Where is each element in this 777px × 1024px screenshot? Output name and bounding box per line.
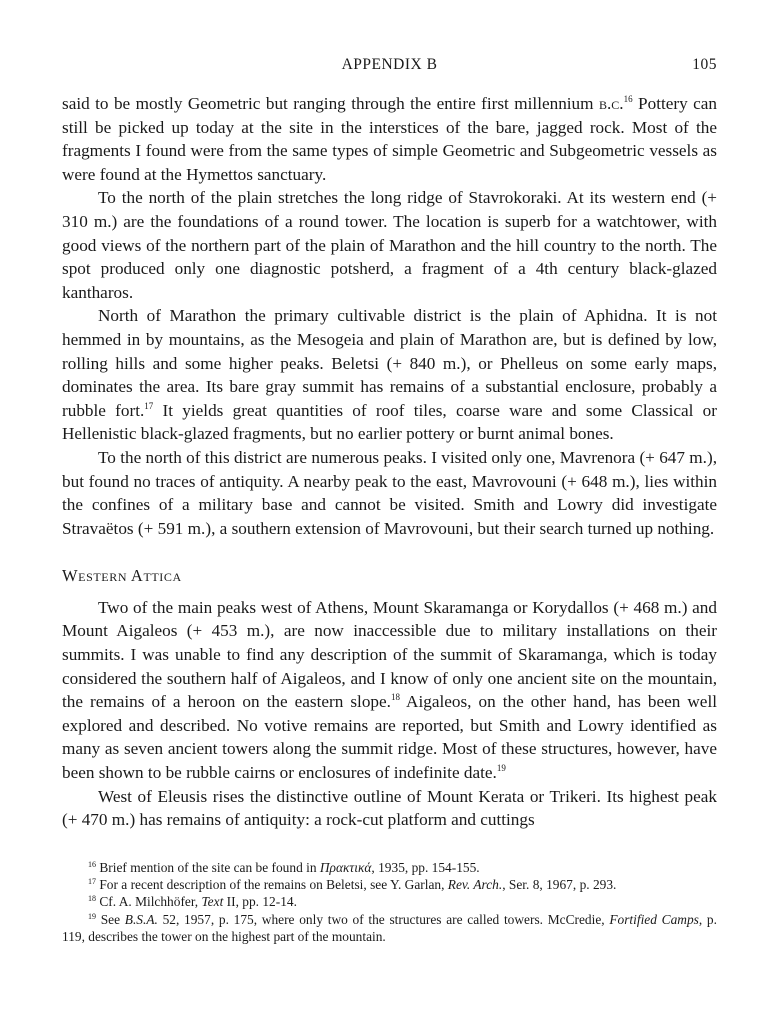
running-head <box>62 56 717 78</box>
footnote-number: 16 <box>88 860 96 869</box>
footnote-ref-17: 17 <box>144 400 154 411</box>
paragraph-4: To the north of this district are numerous peaks. I visited only one, Mavrenora (+ 647 m.), but found no traces of antiquity. A nearby peak to the east, Mavrovouni (+ 648 m.), lies within the confines of a military base and cannot be visited. Smith and Lowry did investigate Stravaëtos (+ 591 m.), a southern extension of Mavrovouni, but their search turned up nothing. <box>62 447 717 538</box>
paragraph-5-text: Two of the main peaks west of Athens, Mount Skaramanga or Korydallos (+ 468 m.) and Mount Aigaleos (+ 453 m.), are now inaccessible due to military installations on their summits. I was unable to find any description of the summit of Skaramanga, which is today considered the southern half of Aigaleos, and I know of only one ancient site on the mountain, the remains of a heroon on the eastern slope. <box>62 597 717 712</box>
paragraph-6: West of Eleusis rises the distinctive outline of Mount Kerata or Trikeri. Its highest peak (+ 470 m.) has remains of antiquity: a rock-cut platform and cuttings <box>62 786 717 830</box>
page-number: 105 <box>692 56 717 73</box>
paragraph-1-continued: Pottery can still be picked up today at the site in the interstices of the bare, jagged rock. Most of the fragments I found were from the same types of simple Geometric and Subgeometric vessels as were found at the Hymettos sanctuary. <box>62 94 717 184</box>
footnote-italic-text: B.S.A. <box>124 911 158 927</box>
footnote-ref-19: 19 <box>496 763 506 774</box>
footnotes <box>62 859 717 945</box>
footnote-text: II, pp. 12-14. <box>223 894 297 910</box>
paragraph-3 <box>62 304 717 446</box>
footnote-text: , Ser. 8, 1967, p. 293. <box>502 877 617 893</box>
footnote-ref-16: 16 <box>623 94 633 104</box>
body-text <box>62 92 717 832</box>
paragraph-5-continued: Aigaleos, on the other hand, has been well explored and described. No votive remains are reported, but Smith and Lowry identified as many as seven ancient towers along the summit ridge. Most of these structures, however, have been shown to be rubble cairns or enclosures of indefinite date. <box>62 692 717 783</box>
footnote-16 <box>62 859 717 876</box>
footnote-text: Cf. A. Milchhöfer, <box>99 894 202 910</box>
footnote-italic-text: Πρακτικά <box>319 860 372 875</box>
footnote-text: For a recent description of the remains on Beletsi, see Y. Garlan, <box>99 877 448 893</box>
paragraph-1 <box>62 92 717 186</box>
footnote-number: 19 <box>88 911 96 921</box>
footnote-text: , p. 119, describes the tower on the highest part of the mountain. <box>62 911 717 944</box>
section-heading: Western Attica <box>62 566 182 586</box>
paragraph-2: To the north of the plain stretches the long ridge of Stavrokoraki. At its western end (+ 310 m.) are the foundations of a round tower. The location is superb for a watchtower, with good views of the northern part of the plain of Marathon and the hill country to the north. The spot produced only one diagnostic potsherd, a fragment of a 4th century black-glazed kantharos. <box>62 188 717 302</box>
footnote-text: 52, 1957, p. 175, where only two of the structures are called towers. McCredie, <box>157 911 610 927</box>
footnote-text: See <box>100 911 125 927</box>
footnote-18 <box>62 893 717 910</box>
footnote-17 <box>62 876 717 893</box>
footnote-text: Brief mention of the site can be found in <box>99 860 320 875</box>
running-title: APPENDIX B <box>341 56 438 73</box>
footnote-italic-text: Text <box>201 894 224 910</box>
footnote-ref-18: 18 <box>390 692 400 703</box>
footnote-number: 18 <box>88 894 96 904</box>
footnote-number: 17 <box>88 877 96 887</box>
footnote-text: , 1935, pp. 154-155. <box>371 860 480 875</box>
footnote-19 <box>62 911 717 945</box>
footnote-italic-text: Fortified Camps <box>609 911 699 927</box>
paragraph-3-continued: It yields great quantities of roof tiles, coarse ware and some Classical or Hellenistic black-glazed fragments, but no earlier pottery or burnt animal bones. <box>62 400 717 444</box>
paragraph-3-text: North of Marathon the primary cultivable district is the plain of Aphidna. It is not hemmed in by mountains, as the Mesogeia and plain of Marathon are, but is defined by low, rolling hills and some higher peaks. Beletsi (+ 840 m.), or Phelleus on some early maps, dominates the area. Its bare gray summit has remains of a substantial enclosure, probably a rubble fort. <box>62 306 717 420</box>
paragraph-5 <box>62 596 717 785</box>
era-abbreviation: b.c. <box>598 94 624 113</box>
footnote-italic-text: Rev. Arch. <box>447 877 503 893</box>
paragraph-1-text: said to be mostly Geometric but ranging through the entire first millennium <box>62 94 599 113</box>
